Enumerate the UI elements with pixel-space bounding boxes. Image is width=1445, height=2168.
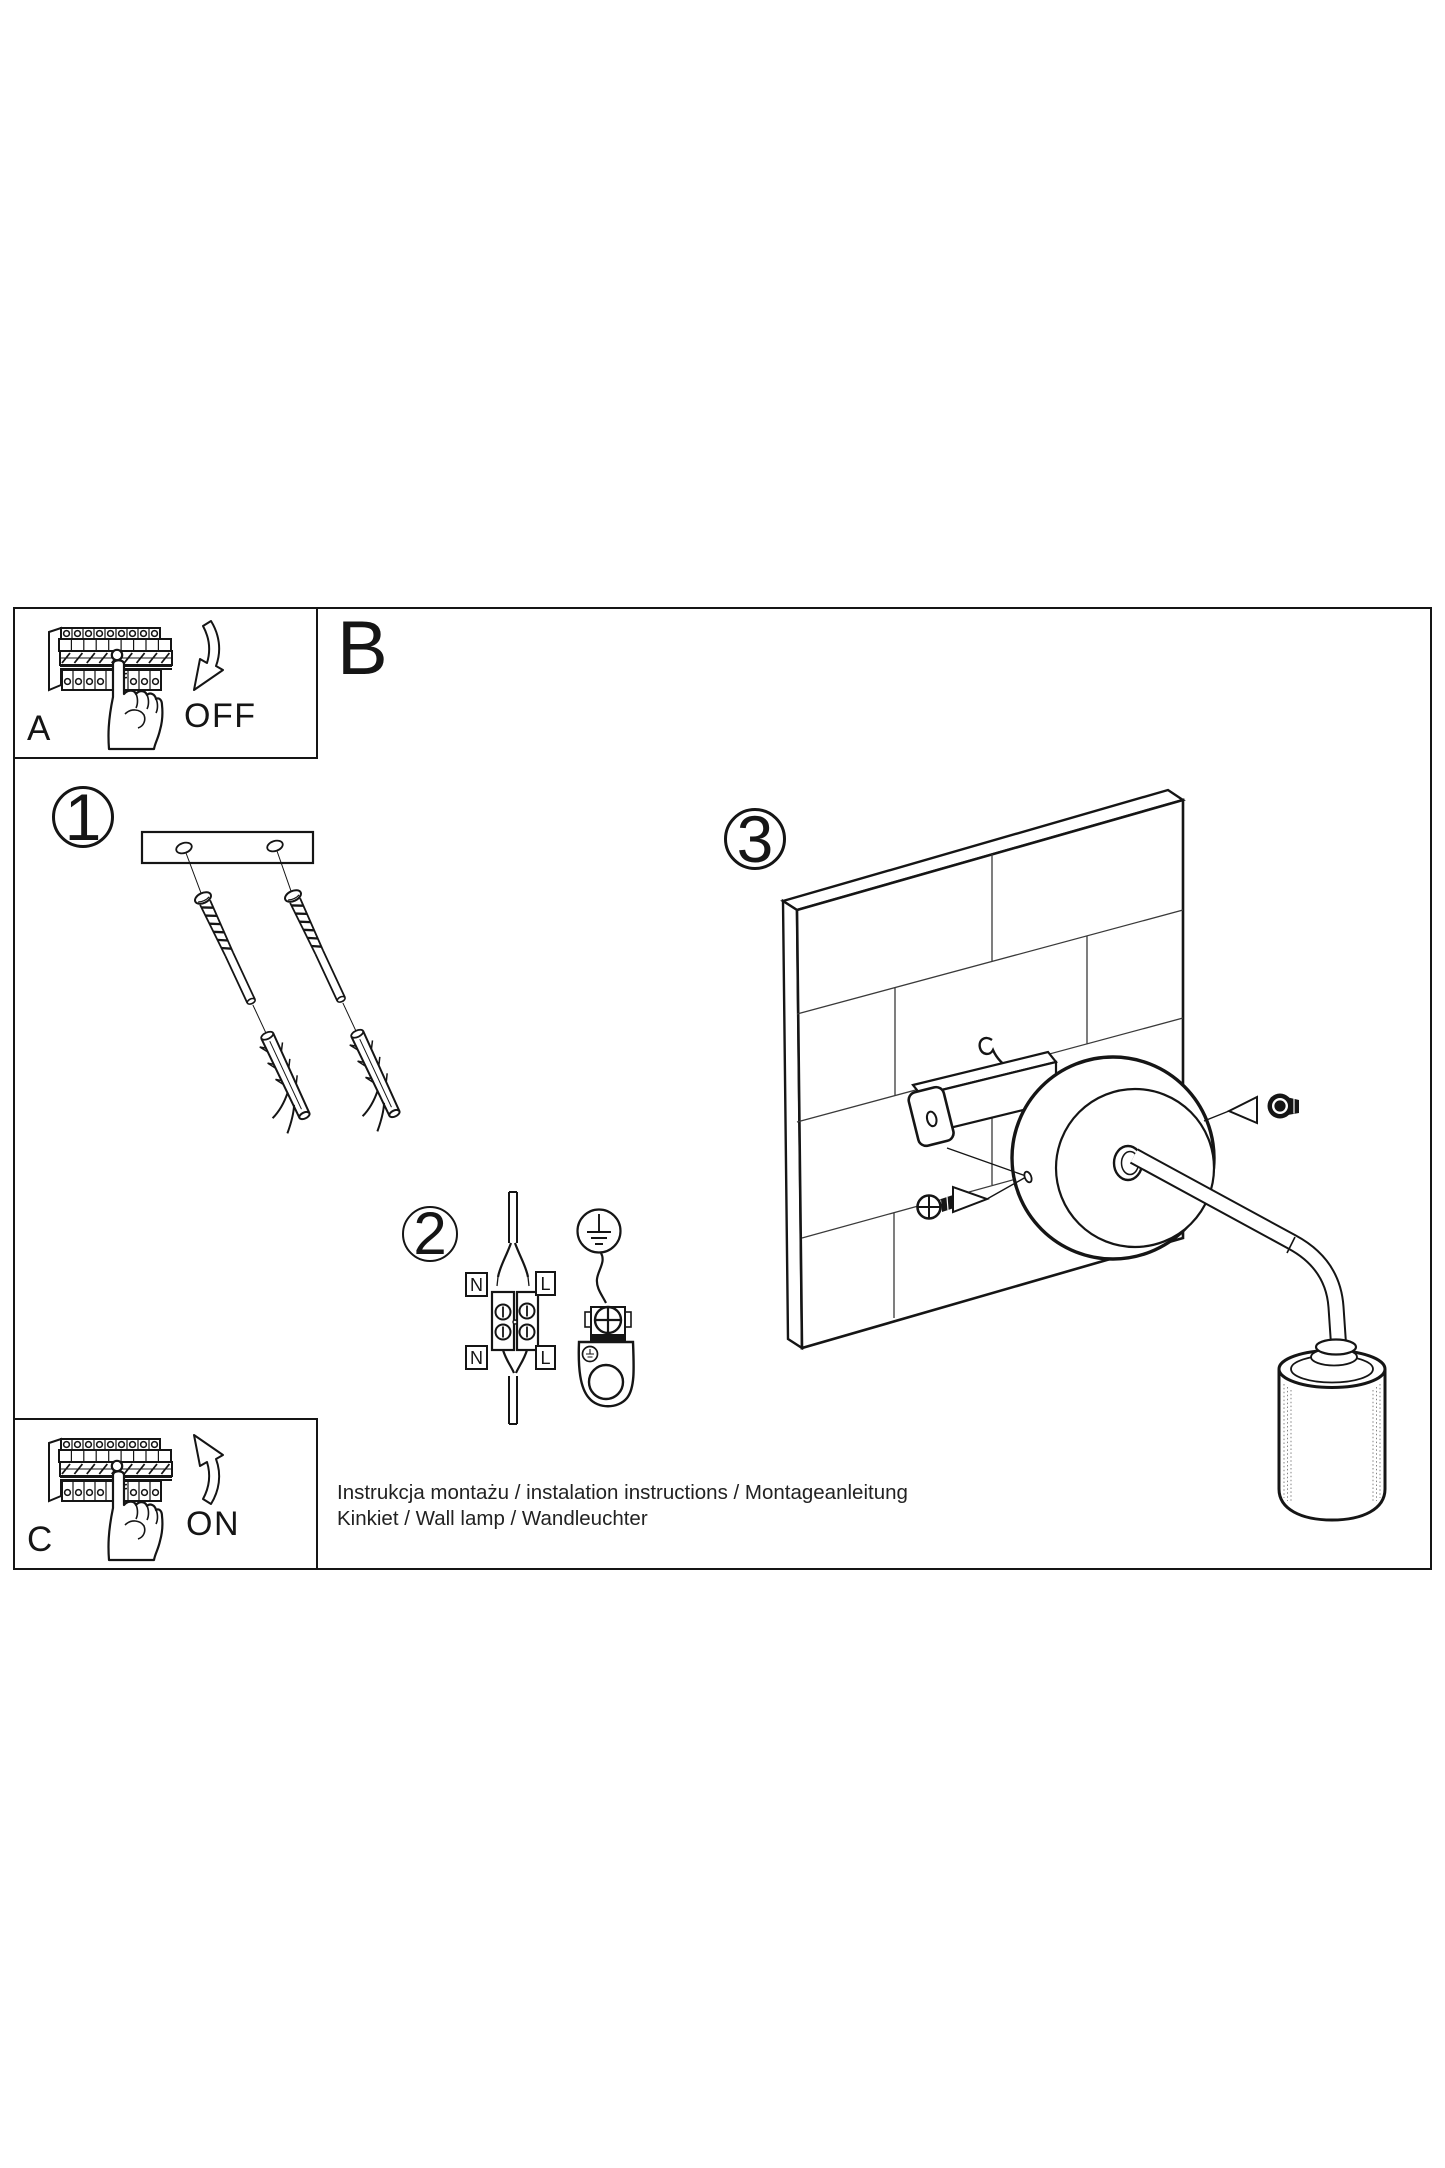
section-b-label: B bbox=[337, 606, 388, 691]
step-1-number: 1 bbox=[64, 780, 102, 854]
earth-clamp-icon bbox=[579, 1307, 634, 1406]
terminal-block-icon bbox=[492, 1292, 538, 1350]
footer-line-1: Instrukcja montażu / instalation instructions / Montageanleitung bbox=[337, 1481, 908, 1504]
earth-wire bbox=[597, 1253, 606, 1303]
terminal-label-l-top: L bbox=[540, 1274, 551, 1294]
dowels-and-screws-drawing bbox=[130, 818, 430, 1148]
mounting-strip-icon bbox=[142, 832, 313, 863]
fixing-screw-right-icon bbox=[1204, 1094, 1299, 1124]
canopy-icon bbox=[1012, 1057, 1214, 1259]
mains-cable-top bbox=[497, 1192, 529, 1286]
wiring-diagram bbox=[455, 1185, 670, 1430]
footer-text bbox=[337, 1480, 908, 1531]
step-1-badge bbox=[52, 780, 114, 854]
panel-c-label: C bbox=[27, 1520, 53, 1559]
curved-arrow-up-icon bbox=[194, 1435, 223, 1504]
power-on-drawing bbox=[13, 1418, 318, 1570]
off-label: OFF bbox=[184, 697, 257, 735]
step-2-badge bbox=[402, 1200, 458, 1267]
lamp-socket-icon bbox=[1279, 1340, 1385, 1521]
terminal-label-n-top: N bbox=[470, 1275, 483, 1295]
mains-cable-bottom bbox=[503, 1350, 527, 1424]
panel-a-label: A bbox=[27, 709, 51, 748]
on-label: ON bbox=[186, 1505, 240, 1543]
footer-line-2: Kinkiet / Wall lamp / Wandleuchter bbox=[337, 1506, 648, 1530]
terminal-label-n-bottom: N bbox=[470, 1348, 483, 1368]
terminal-label-l-bottom: L bbox=[540, 1348, 551, 1368]
wall-mounting-drawing bbox=[770, 782, 1442, 1530]
curved-arrow-down-icon bbox=[194, 621, 223, 690]
step-2-number: 2 bbox=[413, 1200, 447, 1267]
earth-symbol-icon bbox=[578, 1210, 621, 1253]
step-3-number: 3 bbox=[736, 802, 774, 876]
power-off-drawing bbox=[13, 607, 318, 759]
